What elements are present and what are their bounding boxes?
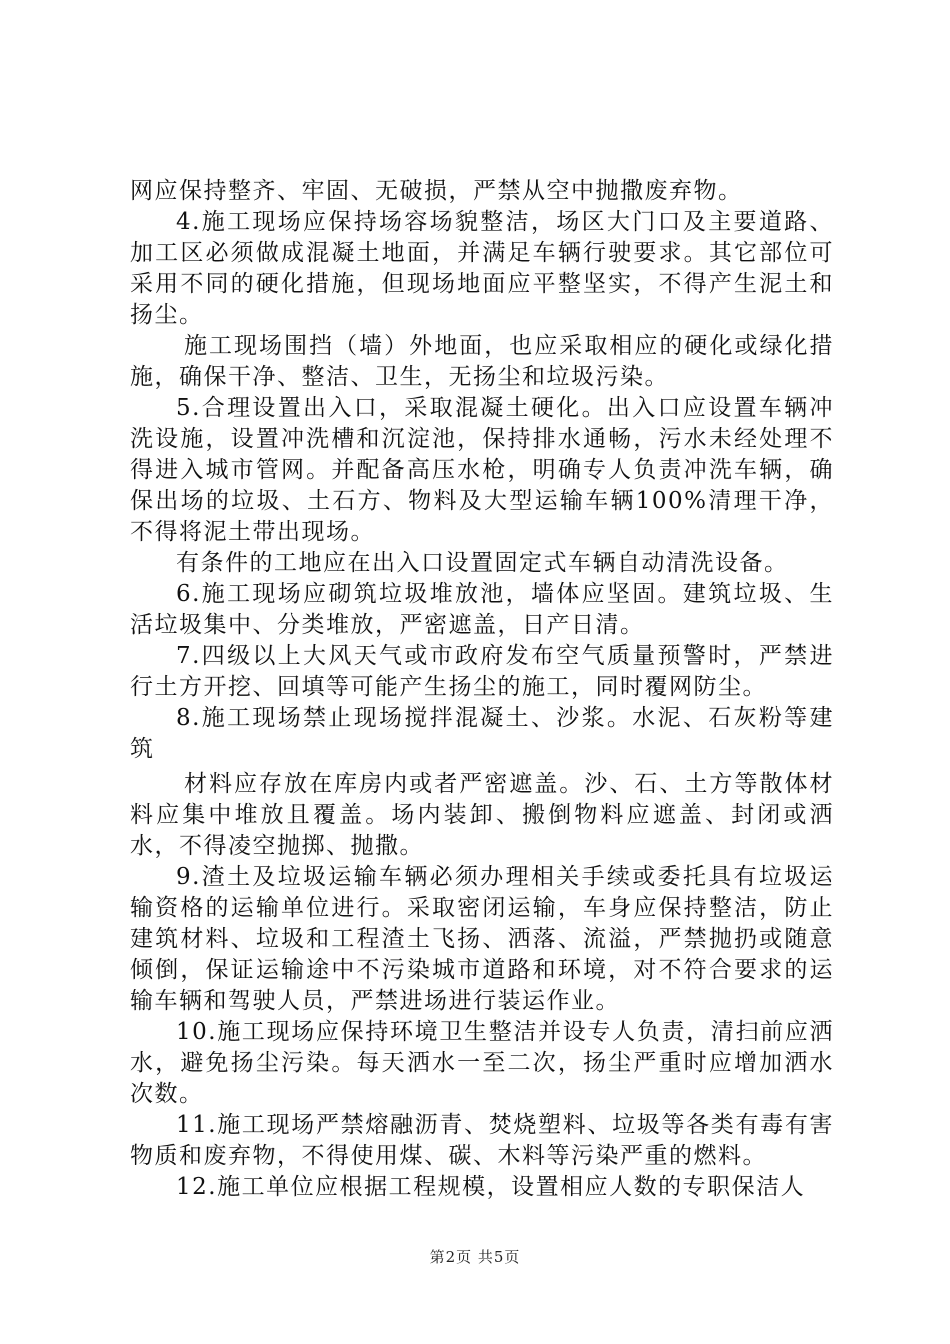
paragraph-13: 12.施工单位应根据工程规模，设置相应人数的专职保洁人 bbox=[176, 1174, 806, 1200]
paragraph-10: 9.渣土及垃圾运输车辆必须办理相关手续或委托具有垃圾运输资格的运输单位进行。采取密闭运输，车身应保持整洁，防止建筑材料、垃圾和工程渣土飞扬、洒落、流溢，严禁抛扔或随意倾倒，保证运输途中不污染城市道路和环境，对不符合要求的运输车辆和驾驶人员，严禁进场进行装运作业。 bbox=[130, 864, 834, 1014]
paragraph-3: 施工现场围挡（墙）外地面，也应采取相应的硬化或绿化措施，确保干净、整洁、卫生，无扬尘和垃圾污染。 bbox=[130, 333, 834, 390]
paragraph-8: 8.施工现场禁止现场搅拌混凝土、沙浆。水泥、石灰粉等建筑 bbox=[130, 705, 834, 762]
paragraph-2: 4.施工现场应保持场容场貌整洁，场区大门口及主要道路、加工区必须做成混凝土地面，并满足车辆行驶要求。其它部位可采用不同的硬化措施，但现场地面应平整坚实，不得产生泥土和扬尘。 bbox=[130, 209, 834, 328]
paragraph-9: 材料应存放在库房内或者严密遮盖。沙、石、土方等散体材料应集中堆放且覆盖。场内装卸、搬倒物料应遮盖、封闭或洒水，不得凌空抛掷、抛撒。 bbox=[130, 771, 834, 859]
document-body bbox=[130, 176, 834, 1203]
paragraph-7: 7.四级以上大风天气或市政府发布空气质量预警时，严禁进行土方开挖、回填等可能产生扬尘的施工，同时覆网防尘。 bbox=[130, 643, 834, 700]
paragraph-5: 有条件的工地应在出入口设置固定式车辆自动清洗设备。 bbox=[176, 550, 789, 576]
paragraph-12: 11.施工现场严禁熔融沥青、焚烧塑料、垃圾等各类有毒有害物质和废弃物，不得使用煤、碳、木料等污染严重的燃料。 bbox=[130, 1112, 834, 1169]
paragraph-6: 6.施工现场应砌筑垃圾堆放池，墙体应坚固。建筑垃圾、生活垃圾集中、分类堆放，严密遮盖，日产日清。 bbox=[130, 581, 834, 638]
page-footer: 第2页 共5页 bbox=[429, 1248, 521, 1266]
paragraph-11: 10.施工现场应保持环境卫生整洁并设专人负责，清扫前应洒水，避免扬尘污染。每天洒水一至二次，扬尘严重时应增加洒水次数。 bbox=[130, 1019, 834, 1107]
paragraph-1: 网应保持整齐、牢固、无破损，严禁从空中抛撒废弃物。 bbox=[130, 178, 743, 204]
paragraph-4: 5.合理设置出入口，采取混凝土硬化。出入口应设置车辆冲洗设施，设置冲洗槽和沉淀池，保持排水通畅，污水未经处理不得进入城市管网。并配备高压水枪，明确专人负责冲洗车辆，确保出场的垃圾、土石方、物料及大型运输车辆100%清理干净，不得将泥土带出现场。 bbox=[130, 395, 834, 545]
